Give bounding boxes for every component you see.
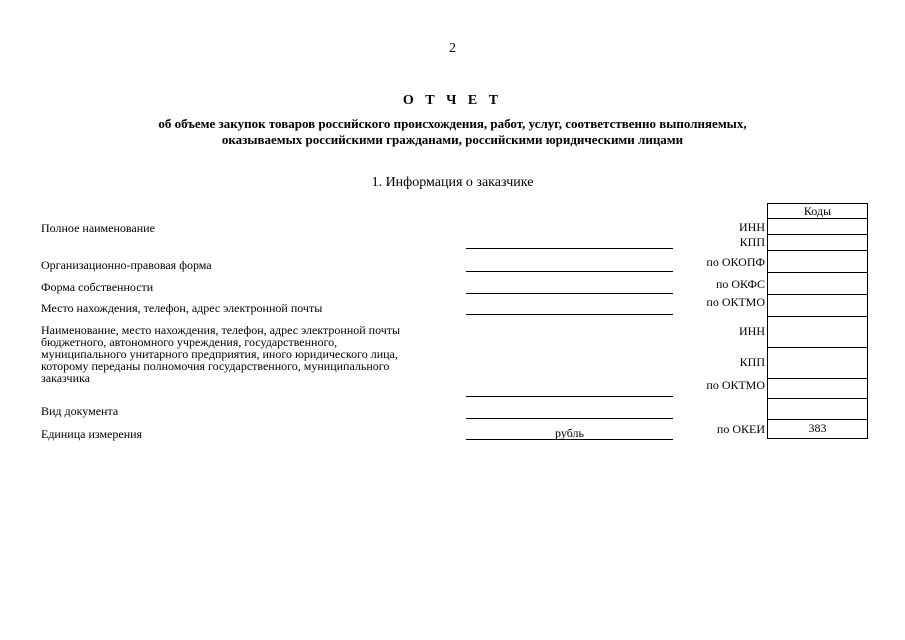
- label-doc-type: Вид документа: [41, 404, 119, 418]
- subtitle-line-1: об объеме закупок товаров российского происхождения, работ, услуг, соответственно выполняемых,: [158, 116, 747, 131]
- underline-unit[interactable]: [466, 439, 673, 440]
- code-label-inn-2: ИНН: [739, 324, 765, 338]
- underline-ownership-form[interactable]: [466, 293, 673, 294]
- code-cell-inn[interactable]: [768, 219, 867, 235]
- codes-table: [767, 203, 868, 439]
- label-ownership-form: Форма собственности: [41, 280, 154, 294]
- document-subtitle: [0, 116, 905, 148]
- code-label-kpp-2: КПП: [739, 355, 765, 369]
- label-delegated-entity: Наименование, место нахождения, телефон, адрес электронной почты бюджетного, автономного учреждения, государственного, муниципального унитарного предприятия, иного юридического лица, которому переданы полномочия государственного, муниципального заказчика: [41, 323, 401, 385]
- document-title: О Т Ч Е Т: [402, 93, 503, 108]
- code-label-oktmo-2: по ОКТМО: [706, 378, 765, 392]
- code-cell-oktmo-2[interactable]: [768, 379, 867, 399]
- code-cell-okopf[interactable]: [768, 251, 867, 273]
- code-cell-doc-type[interactable]: [768, 399, 867, 420]
- underline-full-name[interactable]: [466, 248, 673, 249]
- subtitle-line-2: оказываемых российскими гражданами, российскими юридическими лицами: [221, 132, 684, 147]
- code-label-kpp: КПП: [739, 235, 765, 249]
- code-cell-inn-2[interactable]: [768, 317, 867, 348]
- code-cell-kpp-2[interactable]: [768, 348, 867, 379]
- codes-header: Коды: [768, 204, 867, 219]
- underline-location[interactable]: [466, 314, 673, 315]
- label-org-legal-form: Организационно-правовая форма: [41, 258, 212, 272]
- underline-doc-type[interactable]: [466, 418, 673, 419]
- unit-value: рубль: [555, 426, 584, 440]
- code-label-okopf: по ОКОПФ: [706, 255, 765, 269]
- label-full-name: Полное наименование: [41, 221, 155, 235]
- label-location: Место нахождения, телефон, адрес электронной почты: [41, 301, 323, 315]
- underline-delegated-entity[interactable]: [466, 396, 673, 397]
- page-number: 2: [449, 41, 456, 56]
- underline-org-legal-form[interactable]: [466, 271, 673, 272]
- code-cell-okfs[interactable]: [768, 273, 867, 295]
- code-label-inn: ИНН: [739, 220, 765, 234]
- section-title: 1. Информация о заказчике: [371, 175, 534, 190]
- label-unit: Единица измерения: [41, 427, 143, 441]
- code-label-okfs: по ОКФС: [715, 277, 765, 291]
- code-cell-okei[interactable]: 383: [808, 421, 827, 435]
- code-label-oktmo: по ОКТМО: [706, 295, 765, 309]
- code-cell-oktmo[interactable]: [768, 295, 867, 317]
- code-label-okei: по ОКЕИ: [716, 422, 765, 436]
- code-cell-kpp[interactable]: [768, 235, 867, 251]
